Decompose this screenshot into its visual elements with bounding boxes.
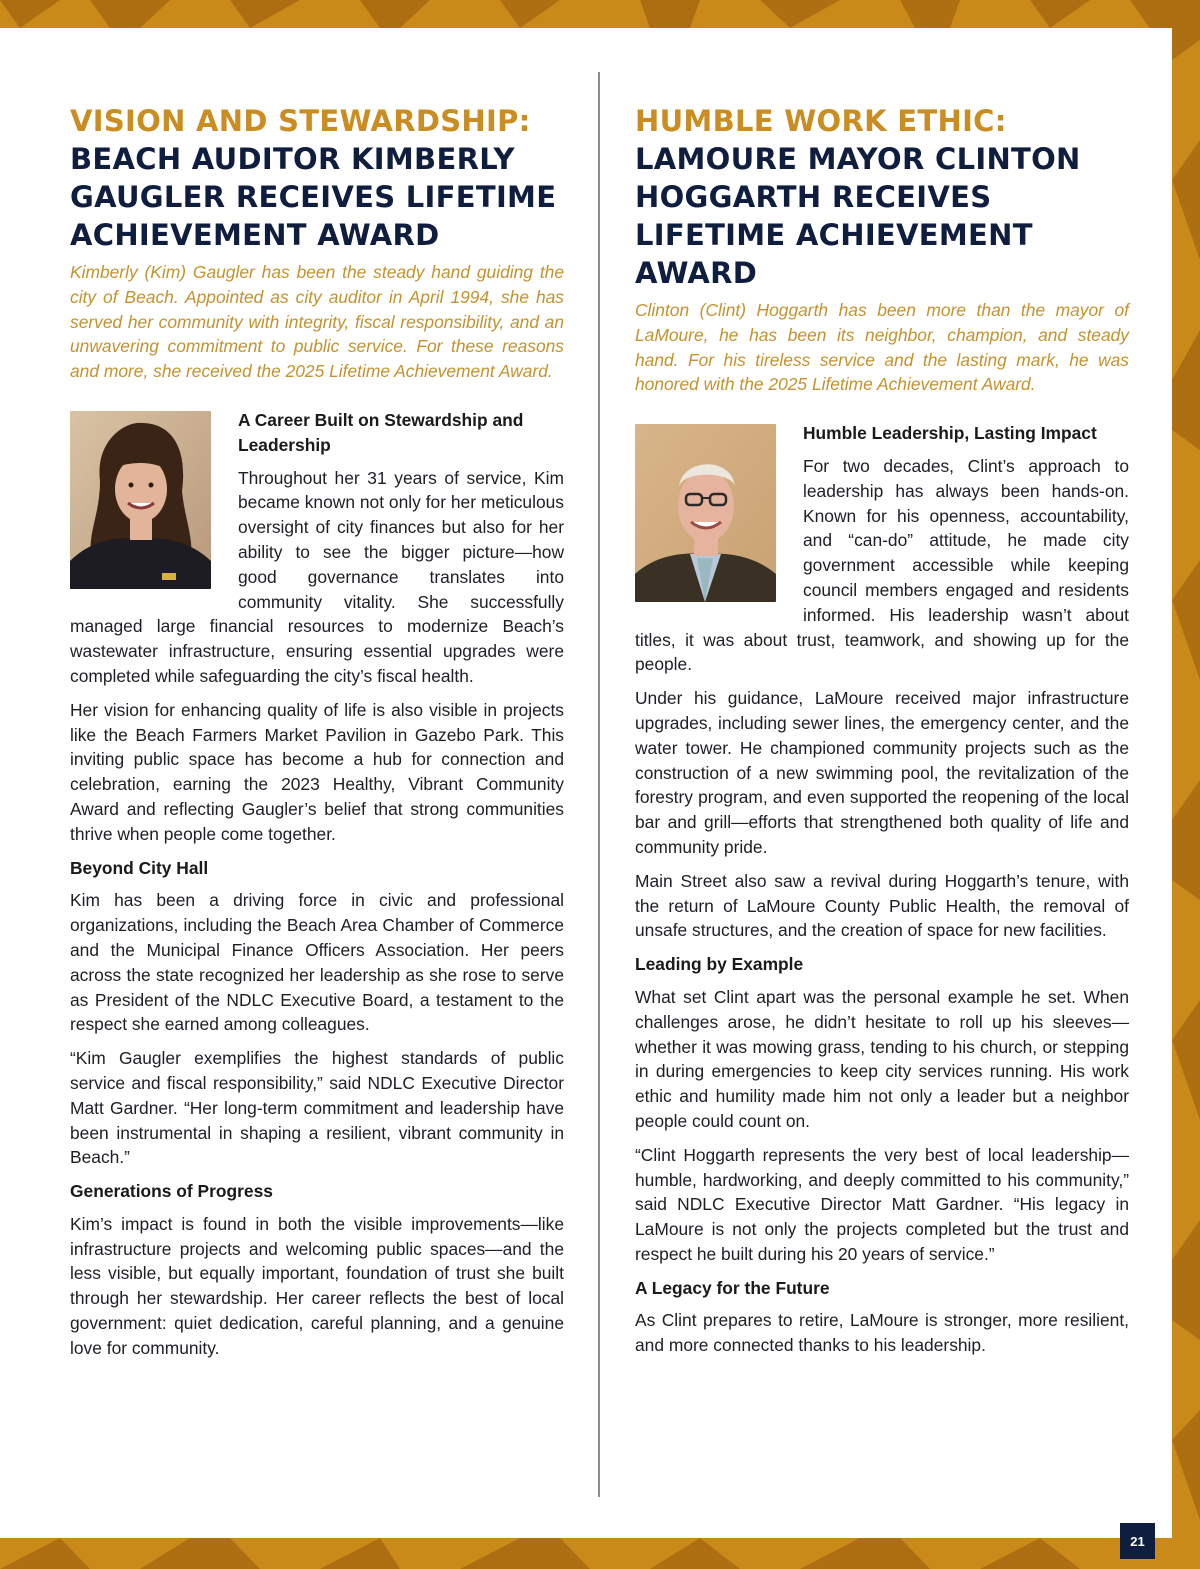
article-paragraph: Main Street also saw a revival during Hoggarth’s tenure, with the return of LaMoure County Public Health, the removal of unsafe structures, and the creation of space for new facilities.: [635, 870, 1129, 941]
section-heading: Generations of Progress: [70, 1181, 273, 1202]
section-heading: Humble Leadership, Lasting Impact: [803, 423, 1097, 444]
article-paragraph: Throughout her 31 years of service, Kim became known not only for her meticulous oversight of city finances but also for her ability to see the bigger picture—how good governance translates into community vitality. She successfully managed large financial resources to modernize Beach’s wastewater infrastructure, ensuring essential upgrades were completed while safeguarding the city’s fiscal health.: [70, 467, 564, 686]
article-paragraph: Kim has been a driving force in civic and professional organizations, including the Beach Area Chamber of Commerce and the Municipal Finance Officers Association. Her peers across the state recognized her leadership as she rose to serve as President of the NDLC Executive Board, a testament to the respect she earned among colleagues.: [70, 890, 564, 1035]
section-heading: A Legacy for the Future: [635, 1277, 830, 1298]
article-quote: “Kim Gaugler exemplifies the highest standards of public service and fiscal responsibility,” said NDLC Executive Director Matt Gardner. “Her long-term commitment and leadership have been instrumental in shaping a resilient, vibrant community in Beach.”: [70, 1048, 564, 1168]
article-kimberly-gaugler: [70, 102, 564, 1370]
article-headline: LAMOURE MAYOR CLINTON HOGGARTH RECEIVES LIFETIME ACHIEVEMENT AWARD: [635, 142, 1081, 290]
article-headline: BEACH AUDITOR KIMBERLY GAUGLER RECEIVES LIFETIME ACHIEVEMENT AWARD: [70, 142, 557, 252]
article-paragraph: Under his guidance, LaMoure received major infrastructure upgrades, including sewer lines, the emergency center, and the water tower. He championed community projects such as the construction of a new swimming pool, the revitalization of the forestry program, and even supported the reopening of the local bar and grill—efforts that strengthened both quality of life and community pride.: [635, 688, 1129, 857]
article-paragraph: For two decades, Clint’s approach to leadership has always been hands-on. Known for his openness, accountability, and “can-do” attitude, he made city government accessible while keeping council members engaged and residents informed. His leadership wasn’t about titles, it was about trust, teamwork, and showing up for the people.: [635, 455, 1129, 675]
article-paragraph: What set Clint apart was the personal example he set. When challenges arose, he didn’t hesitate to roll up his sleeves—whether it was mowing grass, tending to his church, or stepping in during emergencies to keep city services running. His work ethic and humility made him not only a leader but a neighbor people could count on.: [635, 986, 1129, 1131]
section-heading: Beyond City Hall: [70, 857, 209, 878]
portrait-kimberly-gaugler-icon: [70, 411, 211, 589]
portrait-photo: [635, 424, 776, 602]
article-paragraph: As Clint prepares to retire, LaMoure is stronger, more resilient, and more connected thanks to his leadership.: [635, 1310, 1129, 1356]
article-paragraph: Her vision for enhancing quality of life is also visible in projects like the Beach Farmers Market Pavilion in Gazebo Park. This inviting public space has become a hub for connection and celebration, earning the 2023 Healthy, Vibrant Community Award and reflecting Gaugler’s belief that strong communities thrive when people come together.: [70, 699, 564, 844]
article-clinton-hoggarth: [635, 102, 1129, 1367]
article-kicker: VISION AND STEWARDSHIP:: [70, 104, 531, 138]
section-heading: Leading by Example: [635, 954, 804, 975]
section-heading: A Career Built on Stewardship and Leadership: [238, 409, 524, 455]
portrait-photo: [70, 411, 211, 589]
page-number: 21: [1120, 1523, 1155, 1559]
portrait-clinton-hoggarth-icon: [635, 424, 776, 602]
article-kicker: HUMBLE WORK ETHIC:: [635, 104, 1007, 138]
article-intro: Clinton (Clint) Hoggarth has been more than the mayor of LaMoure, he has been its neighbor, champion, and steady hand. For his tireless service and the lasting mark, he was honored with the 2025 Lifetime Achievement Award.: [635, 300, 1129, 395]
magazine-page: [0, 28, 1172, 1538]
column-divider: [598, 72, 600, 1497]
article-intro: Kimberly (Kim) Gaugler has been the steady hand guiding the city of Beach. Appointed as city auditor in April 1994, she has served her community with integrity, fiscal responsibility, and an unwavering commitment to public service. For these reasons and more, she received the 2025 Lifetime Achievement Award.: [70, 262, 564, 382]
article-quote: “Clint Hoggarth represents the very best of local leadership—humble, hardworking, and deeply committed to his community,” said NDLC Executive Director Matt Gardner. “His legacy in LaMoure is not only the projects completed but the trust and respect he built during his 20 years of service.”: [635, 1144, 1129, 1264]
article-paragraph: Kim’s impact is found in both the visible improvements—like infrastructure projects and welcoming public spaces—and the less visible, but equally important, foundation of trust she built through her stewardship. Her career reflects the best of local government: quiet dedication, careful planning, and a genuine love for community.: [70, 1213, 564, 1358]
